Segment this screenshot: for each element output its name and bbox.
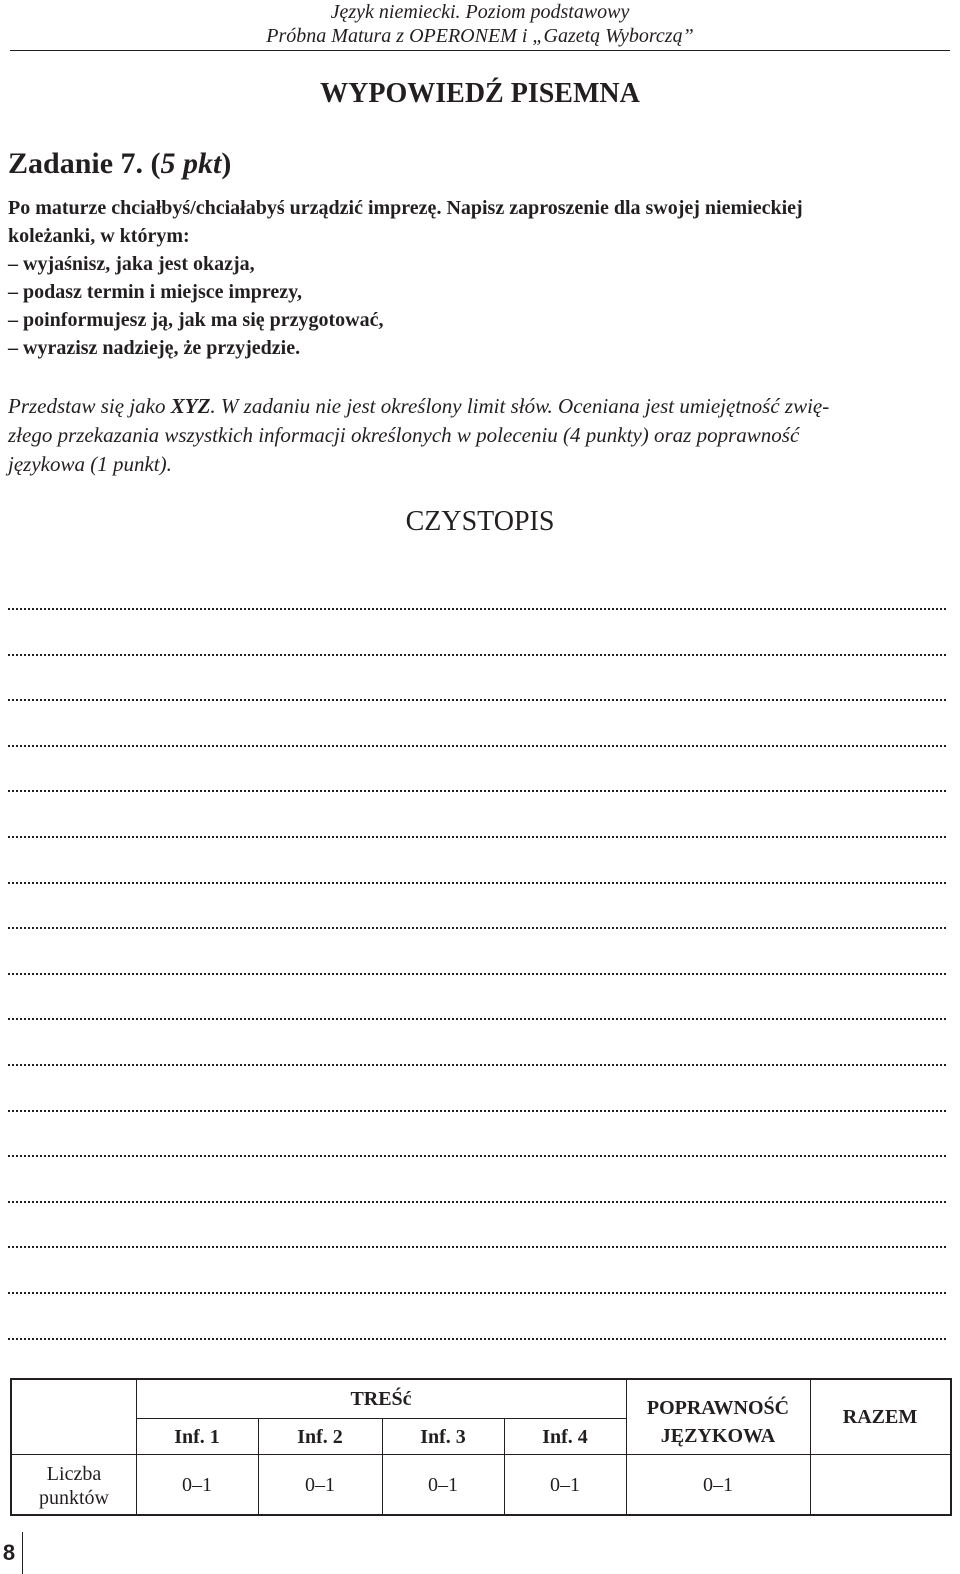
table-divider [136,1418,626,1419]
answer-line[interactable] [8,806,946,838]
task-title-close: ) [221,147,232,180]
answer-line[interactable] [8,897,946,929]
answer-line[interactable] [8,1262,946,1294]
answer-line[interactable] [8,1308,946,1340]
page-number: 8 [2,1540,16,1565]
task-points: 5 pkt [160,147,222,180]
score-range: 0–1 [182,1474,212,1496]
task-title-text: Zadanie 7. ( [8,147,161,180]
table-divider [12,1454,950,1455]
task-title [8,144,231,184]
header-subject: Język niemiecki. Poziom podstawowy [330,1,630,23]
poprawnosc-line: POPRAWNOŚĆ [646,1397,790,1419]
header-divider [10,50,950,51]
razem-score-box[interactable] [810,1464,950,1510]
instruction-line: – podasz termin i miejsce imprezy, [8,281,303,303]
inf-header: Inf. 1 [174,1426,220,1448]
note-line [8,392,952,421]
instruction-line: – poinformujesz ją, jak ma się przygotować, [8,309,384,331]
task-note [8,392,952,479]
margin-rule [22,1532,23,1574]
razem-header: RAZEM [842,1406,918,1428]
answer-line[interactable] [8,624,946,656]
poprawnosc-header [626,1394,810,1450]
answer-line[interactable] [8,1034,946,1066]
section-title: WYPOWIEDŹ PISEMNA [320,78,640,109]
instruction-line: koleżanki, w którym: [8,225,190,247]
tresc-header: TREŚć [350,1388,412,1410]
czystopis-title: CZYSTOPIS [405,506,555,537]
row-label-line: punktów [39,1487,109,1509]
answer-line[interactable] [8,852,946,884]
inf-header: Inf. 2 [297,1426,343,1448]
answer-line[interactable] [8,943,946,975]
note-text: . W zadaniu nie jest określony limit słów. Oceniana jest umiejętność zwię- [210,394,830,418]
answer-line[interactable] [8,760,946,792]
task-instructions [8,194,952,362]
score-table [10,1378,952,1516]
answer-line[interactable] [8,1216,946,1248]
note-signature: XYZ [170,394,211,418]
note-line: złego przekazania wszystkich informacji określonych w poleceniu (4 punkty) oraz poprawność [8,423,800,447]
score-range: 0–1 [550,1474,580,1496]
answer-line[interactable] [8,1171,946,1203]
answer-line[interactable] [8,988,946,1020]
score-range: 0–1 [703,1474,733,1496]
answer-line[interactable] [8,1080,946,1112]
header-exam-name: Próbna Matura z OPERONEM i „Gazetą Wyborczą” [266,25,694,47]
score-range: 0–1 [428,1474,458,1496]
answer-line[interactable] [8,669,946,701]
score-range: 0–1 [305,1474,335,1496]
row-label-line: Liczba [46,1463,102,1485]
instruction-line: – wyrazisz nadzieję, że przyjedzie. [8,337,301,359]
inf-header: Inf. 4 [542,1426,588,1448]
note-line: językowa (1 punkt). [8,452,172,476]
answer-line[interactable] [8,1125,946,1157]
answer-line[interactable] [8,715,946,747]
poprawnosc-line: JĘZYKOWA [660,1425,776,1447]
answer-line[interactable] [8,578,946,610]
inf-header: Inf. 3 [420,1426,466,1448]
note-text: Przedstaw się jako [8,394,171,418]
instruction-line: Po maturze chciałbyś/chciałabyś urządzić imprezę. Napisz zaproszenie dla swojej niemieckiej [8,197,803,219]
row-label [12,1462,136,1510]
instruction-line: – wyjaśnisz, jaka jest okazja, [8,253,255,275]
